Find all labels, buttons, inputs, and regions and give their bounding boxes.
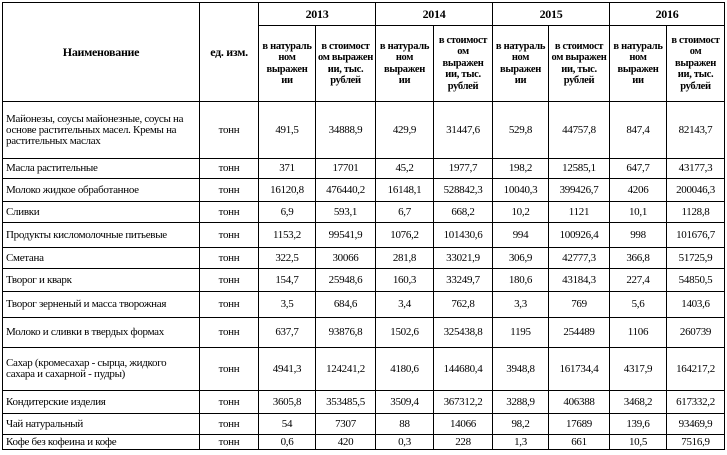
cost-value: 93876,8	[316, 318, 376, 348]
cost-value: 14066	[434, 414, 493, 435]
cost-value: 42777,3	[549, 248, 610, 269]
natural-value: 306,9	[493, 248, 549, 269]
cost-value: 200046,3	[667, 179, 725, 202]
natural-value: 4206	[610, 179, 667, 202]
cost-value: 124241,2	[316, 348, 376, 391]
product-name: Масла растительные	[3, 159, 200, 179]
cost-value: 30066	[316, 248, 376, 269]
natural-value: 647,7	[610, 159, 667, 179]
cost-value: 769	[549, 292, 610, 318]
natural-value: 491,5	[259, 102, 316, 159]
cost-value: 12585,1	[549, 159, 610, 179]
natural-value: 1195	[493, 318, 549, 348]
cost-value: 617332,2	[667, 391, 725, 414]
unit-cell: тонн	[200, 292, 259, 318]
cost-value: 101430,6	[434, 223, 493, 248]
product-name: Кондитерские изделия	[3, 391, 200, 414]
unit-cell: тонн	[200, 102, 259, 159]
table-row	[3, 223, 725, 248]
unit-cell: тонн	[200, 248, 259, 269]
product-name: Продукты кисломолочные питьевые	[3, 223, 200, 248]
cost-value: 1977,7	[434, 159, 493, 179]
header-value: в стоимост ом выражен ии, тыс. рублей	[667, 26, 725, 102]
natural-value: 847,4	[610, 102, 667, 159]
unit-cell: тонн	[200, 435, 259, 450]
cost-value: 43184,3	[549, 269, 610, 292]
table-row	[3, 248, 725, 269]
cost-value: 164217,2	[667, 348, 725, 391]
cost-value: 25948,6	[316, 269, 376, 292]
table-row	[3, 202, 725, 223]
cost-value: 1121	[549, 202, 610, 223]
cost-value: 661	[549, 435, 610, 450]
header-natural: в натураль ном выражен ии	[376, 26, 434, 102]
natural-value: 6,7	[376, 202, 434, 223]
natural-value: 4180,6	[376, 348, 434, 391]
natural-value: 994	[493, 223, 549, 248]
unit-cell: тонн	[200, 159, 259, 179]
natural-value: 322,5	[259, 248, 316, 269]
unit-cell: тонн	[200, 223, 259, 248]
table-row	[3, 292, 725, 318]
cost-value: 1128,8	[667, 202, 725, 223]
product-name: Чай натуральный	[3, 414, 200, 435]
natural-value: 3605,8	[259, 391, 316, 414]
cost-value: 762,8	[434, 292, 493, 318]
natural-value: 3,4	[376, 292, 434, 318]
natural-value: 429,9	[376, 102, 434, 159]
natural-value: 16120,8	[259, 179, 316, 202]
product-name: Молоко и сливки в твердых формах	[3, 318, 200, 348]
natural-value: 3288,9	[493, 391, 549, 414]
product-name: Творог зерненый и масса творожная	[3, 292, 200, 318]
unit-cell: тонн	[200, 179, 259, 202]
cost-value: 7516,9	[667, 435, 725, 450]
cost-value: 593,1	[316, 202, 376, 223]
product-name: Кофе без кофеина и кофе	[3, 435, 200, 450]
product-name: Творог и кварк	[3, 269, 200, 292]
unit-cell: тонн	[200, 391, 259, 414]
natural-value: 3948,8	[493, 348, 549, 391]
cost-value: 82143,7	[667, 102, 725, 159]
natural-value: 5,6	[610, 292, 667, 318]
header-year: 2015	[493, 3, 610, 26]
header-natural: в натураль ном выражен ии	[493, 26, 549, 102]
header-value: в стоимост ом выражен ии, тыс. рублей	[549, 26, 610, 102]
natural-value: 139,6	[610, 414, 667, 435]
cost-value: 43177,3	[667, 159, 725, 179]
unit-cell: тонн	[200, 414, 259, 435]
header-unit: ед. изм.	[200, 3, 259, 102]
cost-value: 54850,5	[667, 269, 725, 292]
natural-value: 10040,3	[493, 179, 549, 202]
header-natural: в натураль ном выражен ии	[259, 26, 316, 102]
cost-value: 254489	[549, 318, 610, 348]
natural-value: 16148,1	[376, 179, 434, 202]
cost-value: 31447,6	[434, 102, 493, 159]
cost-value: 668,2	[434, 202, 493, 223]
table-row	[3, 391, 725, 414]
natural-value: 3509,4	[376, 391, 434, 414]
cost-value: 260739	[667, 318, 725, 348]
natural-value: 98,2	[493, 414, 549, 435]
cost-value: 17701	[316, 159, 376, 179]
product-name: Молоко жидкое обработанное	[3, 179, 200, 202]
natural-value: 10,1	[610, 202, 667, 223]
header-value: в стоимост ом выражен ии, тыс. рублей	[434, 26, 493, 102]
cost-value: 99541,9	[316, 223, 376, 248]
unit-cell: тонн	[200, 202, 259, 223]
table-row	[3, 269, 725, 292]
natural-value: 10,5	[610, 435, 667, 450]
table-row	[3, 414, 725, 435]
cost-value: 684,6	[316, 292, 376, 318]
natural-value: 4941,3	[259, 348, 316, 391]
natural-value: 10,2	[493, 202, 549, 223]
cost-value: 325438,8	[434, 318, 493, 348]
natural-value: 0,3	[376, 435, 434, 450]
table-row	[3, 435, 725, 450]
natural-value: 0,6	[259, 435, 316, 450]
natural-value: 198,2	[493, 159, 549, 179]
natural-value: 160,3	[376, 269, 434, 292]
unit-cell: тонн	[200, 269, 259, 292]
table-row	[3, 179, 725, 202]
natural-value: 45,2	[376, 159, 434, 179]
product-name: Сметана	[3, 248, 200, 269]
cost-value: 353485,5	[316, 391, 376, 414]
product-name: Сахар (кромесахар - сырца, жидкого сахара и сахарной - пудры)	[3, 348, 200, 391]
product-name: Сливки	[3, 202, 200, 223]
cost-value: 144680,4	[434, 348, 493, 391]
cost-value: 420	[316, 435, 376, 450]
cost-value: 101676,7	[667, 223, 725, 248]
natural-value: 180,6	[493, 269, 549, 292]
cost-value: 33249,7	[434, 269, 493, 292]
natural-value: 1153,2	[259, 223, 316, 248]
cost-value: 93469,9	[667, 414, 725, 435]
natural-value: 3468,2	[610, 391, 667, 414]
natural-value: 54	[259, 414, 316, 435]
cost-value: 1403,6	[667, 292, 725, 318]
cost-value: 528842,3	[434, 179, 493, 202]
cost-value: 399426,7	[549, 179, 610, 202]
natural-value: 1076,2	[376, 223, 434, 248]
header-value: в стоимост ом выражен ии, тыс. рублей	[316, 26, 376, 102]
natural-value: 3,5	[259, 292, 316, 318]
unit-cell: тонн	[200, 348, 259, 391]
table-row	[3, 318, 725, 348]
cost-value: 100926,4	[549, 223, 610, 248]
cost-value: 34888,9	[316, 102, 376, 159]
header-year: 2013	[259, 3, 376, 26]
cost-value: 476440,2	[316, 179, 376, 202]
natural-value: 3,3	[493, 292, 549, 318]
product-name: Майонезы, соусы майонезные, соусы на основе растительных масел. Кремы на растительных маслах	[3, 102, 200, 159]
natural-value: 154,7	[259, 269, 316, 292]
cost-value: 406388	[549, 391, 610, 414]
cost-value: 367312,2	[434, 391, 493, 414]
natural-value: 1106	[610, 318, 667, 348]
cost-value: 7307	[316, 414, 376, 435]
table-row	[3, 159, 725, 179]
natural-value: 6,9	[259, 202, 316, 223]
cost-value: 228	[434, 435, 493, 450]
natural-value: 227,4	[610, 269, 667, 292]
unit-cell: тонн	[200, 318, 259, 348]
table-row	[3, 102, 725, 159]
natural-value: 998	[610, 223, 667, 248]
header-year: 2016	[610, 3, 725, 26]
cost-value: 17689	[549, 414, 610, 435]
table-row	[3, 348, 725, 391]
natural-value: 1,3	[493, 435, 549, 450]
natural-value: 529,8	[493, 102, 549, 159]
cost-value: 33021,9	[434, 248, 493, 269]
cost-value: 44757,8	[549, 102, 610, 159]
natural-value: 88	[376, 414, 434, 435]
natural-value: 281,8	[376, 248, 434, 269]
natural-value: 637,7	[259, 318, 316, 348]
natural-value: 366,8	[610, 248, 667, 269]
cost-value: 161734,4	[549, 348, 610, 391]
data-table	[2, 2, 725, 450]
natural-value: 1502,6	[376, 318, 434, 348]
header-name: Наименование	[3, 3, 200, 102]
cost-value: 51725,9	[667, 248, 725, 269]
header-natural: в натураль ном выражен ии	[610, 26, 667, 102]
header-year: 2014	[376, 3, 493, 26]
natural-value: 371	[259, 159, 316, 179]
natural-value: 4317,9	[610, 348, 667, 391]
